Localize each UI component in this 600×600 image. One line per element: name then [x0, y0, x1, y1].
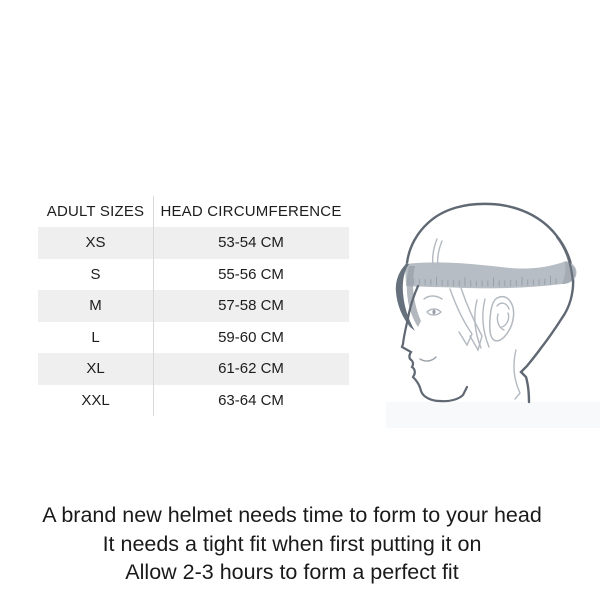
- size-cell: L: [91, 328, 100, 346]
- hair-strand-nape: [514, 350, 520, 399]
- background-seam: [386, 402, 600, 428]
- eyebrow: [424, 296, 442, 299]
- ear-inner-helix: [497, 303, 509, 309]
- instruction-line: Allow 2-3 hours to form a perfect fit: [125, 560, 459, 584]
- table-row: [38, 385, 349, 417]
- circumference-cell: 63-64 CM: [218, 391, 284, 409]
- hair-wisp: [433, 239, 437, 266]
- hair-wisp: [438, 241, 442, 266]
- size-cell: XL: [86, 360, 105, 378]
- circumference-cell: 59-60 CM: [218, 328, 284, 346]
- size-cell: XXL: [81, 391, 110, 409]
- table-header-row: [38, 196, 349, 227]
- hair-bang: [450, 289, 472, 345]
- ear-inner-curve: [497, 314, 504, 330]
- table-row: [38, 322, 349, 354]
- instruction-line: It needs a tight fit when first putting it on: [102, 531, 482, 556]
- size-cell: XS: [85, 234, 106, 252]
- size-cell: M: [89, 297, 102, 315]
- head-measurement-illustration-icon: [385, 195, 600, 440]
- header-head-circumference: HEAD CIRCUMFERENCE: [160, 203, 342, 220]
- table-row: [38, 259, 349, 291]
- table-row: [38, 290, 349, 322]
- circumference-cell: 55-56 CM: [218, 265, 284, 283]
- instruction-line: A brand new helmet needs time to form to your head: [42, 503, 542, 527]
- fit-instructions: [0, 501, 584, 587]
- face-profile-outline: [402, 286, 467, 401]
- size-cell: S: [90, 265, 101, 283]
- size-table: [38, 196, 349, 416]
- measuring-tape-icon: [405, 261, 577, 288]
- eye-iris: [432, 310, 435, 315]
- skull-outline: [407, 204, 573, 402]
- hair-strand: [483, 299, 489, 347]
- circumference-cell: 53-54 CM: [218, 234, 284, 252]
- header-adult-sizes: ADULT SIZES: [46, 203, 145, 220]
- ear-inner-curve: [502, 313, 509, 327]
- table-row: [38, 353, 349, 385]
- circumference-cell: 57-58 CM: [218, 297, 284, 315]
- table-row: [38, 227, 349, 259]
- mouth-smile: [420, 357, 436, 361]
- circumference-cell: 61-62 CM: [218, 360, 284, 378]
